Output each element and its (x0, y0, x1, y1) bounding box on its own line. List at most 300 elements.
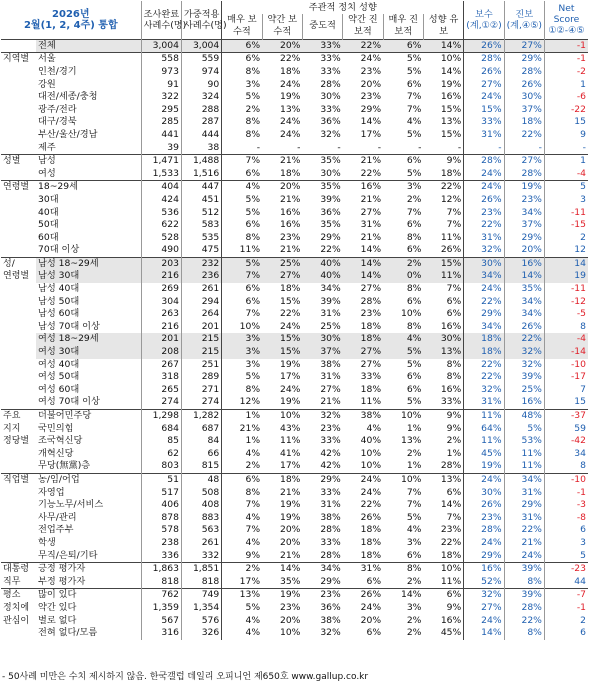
cell: 16% (464, 563, 504, 576)
cell: 18% (360, 383, 382, 395)
cell: -1 (544, 602, 588, 615)
cell: 13% (440, 116, 462, 128)
cell: 14 (544, 257, 588, 270)
cell: 24% (504, 550, 544, 563)
cell: -11 (544, 283, 588, 296)
cell: 1 (544, 155, 588, 168)
cell: 20% (504, 244, 544, 257)
table-row (1, 460, 588, 473)
cell: 15% (423, 257, 463, 270)
cell: 508 (181, 487, 221, 500)
cell: -15 (544, 219, 588, 232)
cell: 1% (222, 435, 262, 448)
cell: 31% (320, 371, 341, 383)
cell: 66 (181, 448, 221, 461)
cell: 39% (320, 193, 341, 205)
cell: 38% (320, 614, 341, 626)
title-line2: 2월(1, 2, 4주) 통합 (23, 19, 118, 31)
cell: 818 (181, 576, 221, 589)
table-row (1, 410, 588, 423)
cell: 28% (504, 602, 544, 615)
cell: 29% (504, 53, 544, 66)
cell: 90 (181, 79, 221, 92)
table-row (1, 283, 588, 296)
cell: 14% (440, 65, 462, 77)
cell: 24% (279, 78, 301, 90)
cell: 1,359 (141, 602, 181, 615)
cell: 23% (360, 308, 382, 320)
cell: 27% (360, 358, 382, 370)
cell: 84 (181, 435, 221, 448)
row-label: 광주/전라 (38, 103, 77, 115)
survey-table (1, 1, 588, 640)
cell: 4% (222, 181, 262, 194)
cell: 24% (279, 383, 301, 395)
cell: 36% (320, 116, 341, 128)
cell: 9% (446, 422, 462, 434)
cell: 30% (504, 91, 544, 104)
row-label: 더불어민주당 (36, 410, 141, 423)
cell: 11% (423, 270, 463, 283)
cell: 40% (360, 435, 382, 447)
cell: 7% (446, 206, 462, 218)
cell: - (337, 141, 341, 153)
cell: 22% (504, 333, 544, 346)
cell: 24% (360, 601, 382, 613)
cell: - (464, 142, 504, 155)
cell: -14 (544, 346, 588, 359)
table-row (1, 142, 588, 155)
table-row (1, 257, 588, 270)
cell: 33% (320, 435, 341, 447)
cell: 3% (406, 536, 422, 548)
cell: 15% (464, 104, 504, 117)
cell: 29% (464, 550, 504, 563)
cell: 8% (406, 231, 422, 243)
cell: 15% (262, 333, 302, 346)
cell: 336 (141, 550, 181, 563)
cell: 23% (279, 601, 301, 613)
cell: 13% (423, 473, 463, 486)
cell: 45% (464, 448, 504, 461)
table-row (1, 396, 588, 409)
cell: 18% (279, 65, 301, 77)
cell: 17% (360, 128, 382, 140)
group-label: 지역별 (1, 53, 36, 155)
cell: 4% (222, 512, 262, 525)
cell: 7% (406, 486, 422, 498)
cell: 27% (320, 383, 341, 395)
cell: 0% (383, 270, 423, 283)
cell: 12 (544, 244, 588, 257)
cell: 2% (222, 563, 262, 576)
cell: 24% (279, 320, 301, 332)
cell: 7% (222, 524, 262, 537)
row-label: 전혀 없다/모름 (38, 627, 98, 639)
cell: 15% (440, 103, 462, 115)
table-row (1, 359, 588, 372)
cell: 326 (181, 627, 221, 640)
cell: -4 (544, 168, 588, 181)
tendency-col-header: 중도적 (302, 14, 342, 40)
cell: 11% (360, 396, 382, 408)
cell: 16% (440, 614, 462, 626)
table-row (1, 270, 588, 283)
cell: 19% (279, 499, 301, 511)
cell: 19% (279, 396, 301, 408)
cell: 17% (279, 371, 301, 383)
cell: 3,004 (181, 39, 221, 53)
cell: 3 (544, 194, 588, 207)
cell: 24% (464, 91, 504, 104)
cell: 32% (464, 589, 504, 602)
cell: 21% (343, 155, 383, 168)
table-row (1, 576, 588, 589)
cell: 12% (440, 193, 462, 205)
row-label: 남성 60대 (38, 308, 80, 320)
cell: 6 (544, 627, 588, 640)
cell: 6% (383, 155, 423, 168)
cell: 18% (440, 549, 462, 561)
cell: 536 (141, 207, 181, 220)
cell: 27% (504, 155, 544, 168)
table-row (1, 499, 588, 512)
sample-header-top: 조사완료 (143, 8, 180, 20)
group-label: 대통령 직무 (1, 563, 36, 589)
cell: 16% (279, 206, 301, 218)
cell: 1 (544, 79, 588, 92)
cell: 27% (504, 39, 544, 53)
cell: 11% (464, 435, 504, 448)
cell: 31% (464, 129, 504, 142)
cell: 33% (464, 116, 504, 129)
cell: 2% (383, 257, 423, 270)
cell: 18% (360, 524, 382, 536)
cell: 28% (360, 295, 382, 307)
cell: 2% (406, 447, 422, 459)
cell: 43% (279, 422, 301, 434)
table-row (1, 181, 588, 194)
cell: 22% (464, 371, 504, 384)
cell: 2% (406, 614, 422, 626)
cell: 38% (343, 410, 383, 423)
cell: 274 (181, 396, 221, 409)
cell: 48% (504, 410, 544, 423)
cell: 12% (222, 396, 262, 409)
cell: 16% (504, 396, 544, 409)
cell: 6% (406, 383, 422, 395)
cell: 6% (423, 589, 463, 602)
cell: - (222, 142, 262, 155)
cell: 91 (141, 79, 181, 92)
cell: 1,851 (181, 563, 221, 576)
cell: 6% (222, 473, 262, 486)
cell: 14% (360, 244, 382, 256)
row-label: 남성 30대 (36, 270, 141, 283)
cell: 22% (504, 129, 544, 142)
cell: 528 (141, 232, 181, 245)
cell: 285 (141, 116, 181, 129)
cell: 274 (141, 396, 181, 409)
cell: 34% (504, 207, 544, 220)
table-row (1, 589, 588, 602)
table-row (1, 423, 588, 436)
cell: 294 (181, 296, 221, 309)
table-row (1, 168, 588, 181)
cell: 5% (406, 128, 422, 140)
row-label: 남성 18~29세 (36, 257, 141, 270)
cell: 26% (464, 499, 504, 512)
cell: 216 (141, 321, 181, 334)
cell: 31% (320, 308, 341, 320)
row-label: 국민의힘 (38, 422, 74, 434)
cell: 10% (383, 410, 423, 423)
cell: 10% (423, 563, 463, 576)
cell: 7 (544, 384, 588, 397)
cell: 40% (302, 257, 342, 270)
cell: 39% (504, 563, 544, 576)
cell: 18% (360, 320, 382, 332)
cell: 23% (360, 65, 382, 77)
row-label: 전체 (36, 39, 141, 53)
cell: 35% (302, 181, 342, 194)
cell: 6% (222, 219, 262, 232)
cell: 7% (406, 499, 422, 511)
cell: 14% (262, 563, 302, 576)
table-row (1, 194, 588, 207)
cell: 14% (343, 257, 383, 270)
cell: 36% (320, 206, 341, 218)
cell: 34% (504, 296, 544, 309)
cell: 19% (279, 91, 301, 103)
cell: 23% (504, 194, 544, 207)
row-label: 학생 (38, 536, 56, 548)
cell: 8% (222, 129, 262, 142)
row-label: 18~29세 (36, 181, 141, 194)
cell: 11% (464, 410, 504, 423)
table-row (1, 219, 588, 232)
cell: 762 (141, 589, 181, 602)
row-label: 전업주부 (38, 524, 74, 536)
cell: 1,533 (141, 168, 181, 181)
cell: 48 (181, 473, 221, 486)
cell: 33% (320, 103, 341, 115)
cell: 30% (320, 167, 341, 179)
cell: 22% (320, 244, 341, 256)
table-row (1, 79, 588, 92)
cell: 31% (320, 499, 341, 511)
cell: 6 (544, 524, 588, 537)
cell: 14% (464, 627, 504, 640)
cell: 7% (222, 270, 262, 283)
cell: 19% (279, 511, 301, 523)
table-row (1, 66, 588, 79)
table-row (1, 308, 588, 321)
cell: 10% (279, 627, 301, 639)
cell: 8% (222, 232, 262, 245)
row-label: 제주 (38, 141, 56, 153)
cell: 576 (181, 615, 221, 628)
cell: 11% (440, 231, 462, 243)
cell: 18% (360, 536, 382, 548)
cell: 24% (279, 116, 301, 128)
row-label: 개혁신당 (38, 447, 74, 459)
row-label: 50대 (38, 219, 59, 231)
cell: 35% (504, 283, 544, 296)
group-label (1, 39, 36, 53)
cell: 18% (360, 549, 382, 561)
row-label: 강원 (38, 78, 56, 90)
cell: 251 (181, 359, 221, 372)
cell: 33% (440, 396, 462, 408)
cell: 7% (222, 308, 262, 321)
cell: 269 (141, 283, 181, 296)
tendency-col-header: 매우 보수적 (222, 14, 262, 40)
cell: 28% (320, 78, 341, 90)
cell: 21% (262, 155, 302, 168)
cell: 11% (222, 244, 262, 257)
table-row (1, 487, 588, 500)
row-label: 기능노무/서비스 (38, 499, 104, 511)
net-score-header: Net Score ①②-④⑤ (544, 1, 588, 39)
cell: 22% (360, 167, 382, 179)
cell: -1 (544, 39, 588, 53)
cell: 28% (440, 460, 462, 472)
cell: 19% (504, 181, 544, 194)
cell: 19% (262, 589, 302, 602)
cell: 9% (222, 550, 262, 563)
cell: 14% (383, 589, 423, 602)
cell: 20% (279, 614, 301, 626)
cell: 559 (181, 53, 221, 66)
cell: 31% (504, 487, 544, 500)
row-label: 여성 30대 (36, 346, 141, 359)
cell: 583 (181, 219, 221, 232)
row-label: 부산/울산/경남 (38, 128, 98, 140)
cell: 8% (406, 320, 422, 332)
cell: 42% (320, 447, 341, 459)
cell: 5% (406, 65, 422, 77)
cell: 5% (222, 257, 262, 270)
cell: 1,863 (141, 563, 181, 576)
table-row (1, 602, 588, 615)
table-row (1, 104, 588, 117)
weighted-header-top: 가중적용 (183, 8, 220, 20)
cell: 558 (141, 53, 181, 66)
cell: 29% (464, 308, 504, 321)
cell: 27% (343, 346, 383, 359)
row-label: 남성 50대 (38, 295, 80, 307)
cell: 332 (181, 550, 221, 563)
cell: 6% (222, 296, 262, 309)
cell: 20% (360, 614, 382, 626)
table-row (1, 333, 588, 346)
cell: 7% (406, 103, 422, 115)
cell: 578 (141, 524, 181, 537)
cell: 38% (320, 511, 341, 523)
cell: -10 (544, 473, 588, 486)
row-label: 무당(無黨)층 (38, 460, 91, 472)
cell: 22% (279, 308, 301, 320)
table-row (1, 116, 588, 129)
cell: 265 (141, 384, 181, 397)
cell: -1 (544, 487, 588, 500)
cell: 25% (262, 257, 302, 270)
cell: -22 (544, 104, 588, 117)
cell: 6% (446, 308, 462, 320)
cell: 26% (360, 511, 382, 523)
cell: 322 (141, 91, 181, 104)
cell: -3 (544, 499, 588, 512)
cell: 22% (343, 39, 383, 53)
table-row (1, 91, 588, 104)
row-label: 무직/은퇴/기타 (38, 549, 98, 561)
cell: 36% (320, 601, 341, 613)
cell: 38 (181, 142, 221, 155)
cell: 512 (181, 207, 221, 220)
cell: 40% (302, 270, 342, 283)
cell: 22% (464, 296, 504, 309)
cell: 7% (446, 219, 462, 231)
table-row (1, 232, 588, 245)
cell: 17% (279, 460, 301, 472)
cell: 6% (406, 78, 422, 90)
cell: 18% (440, 167, 462, 179)
cell: 201 (181, 321, 221, 334)
cell: 27% (360, 283, 382, 295)
cell: 25% (504, 384, 544, 397)
cell: 22% (504, 524, 544, 537)
cell: 6% (222, 53, 262, 66)
cell: 6% (406, 549, 422, 561)
row-label: 자영업 (38, 486, 65, 498)
cell: 17% (222, 576, 262, 589)
cell: 34 (544, 448, 588, 461)
cell: 201 (141, 333, 181, 346)
cell: 33% (320, 536, 341, 548)
cell: 64% (464, 423, 504, 436)
cell: 973 (141, 66, 181, 79)
cell: 32% (320, 128, 341, 140)
cell: 404 (141, 181, 181, 194)
cell: 32% (320, 627, 341, 639)
cell: 21% (279, 549, 301, 561)
cell: 32% (302, 410, 342, 423)
cell: 23% (302, 589, 342, 602)
cell: 4% (222, 627, 262, 640)
cell: 33% (360, 371, 382, 383)
sample-header-bottom: 사례수(명) (143, 19, 187, 31)
cell: -37 (544, 410, 588, 423)
cell: 264 (181, 308, 221, 321)
cell: 27% (262, 270, 302, 283)
cell: 31% (504, 512, 544, 525)
cell: 444 (181, 129, 221, 142)
cell: -11 (544, 207, 588, 220)
row-label: 남성 40대 (38, 283, 80, 295)
row-label: 조국혁신당 (38, 435, 83, 447)
cell: 1,282 (181, 410, 221, 423)
cell: 8% (406, 283, 422, 295)
cell: 4% (406, 116, 422, 128)
group-label: 평소 정치에 관심이 (1, 589, 36, 640)
table-row (1, 155, 588, 168)
cell: 1% (406, 422, 422, 434)
cell: 14% (360, 116, 382, 128)
cell: 5 (544, 550, 588, 563)
cell: 23% (440, 524, 462, 536)
row-label: 여성 50대 (38, 371, 80, 383)
